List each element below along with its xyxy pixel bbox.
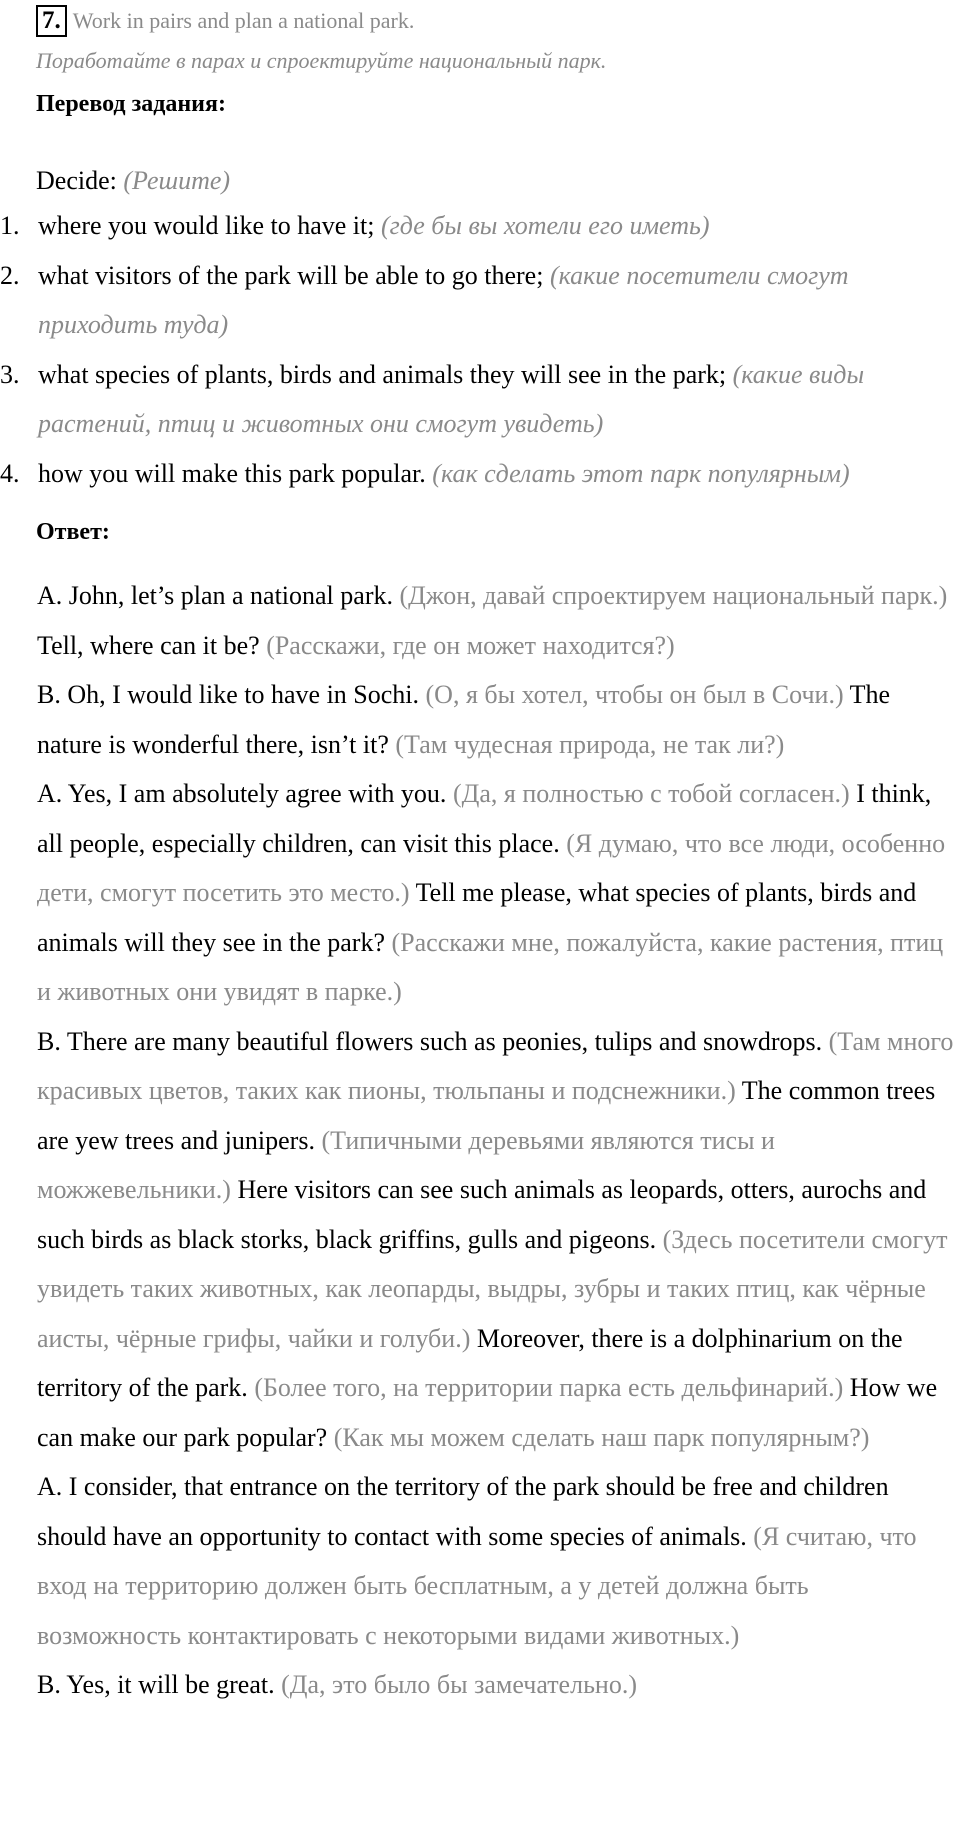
item-translation: (какие посетители смогут приходить туда) <box>38 260 849 339</box>
dialogue-paragraph <box>37 1017 959 1463</box>
dialogue-translation: (Я думаю, что все люди, особенно дети, смогут посетить это место.) <box>37 828 946 907</box>
dialogue-translation: (Расскажи, где он может находится?) <box>266 630 675 660</box>
decide-translation: (Решите) <box>123 166 231 195</box>
item-translation: (как сделать этот парк популярным) <box>432 458 850 488</box>
translation-heading: Перевод задания: <box>36 91 226 117</box>
dialogue-text: A. I consider, that entrance on the territory of the park should be free and children should have an opportunity to contact with some species of animals. <box>37 1472 889 1551</box>
dialogue-text: B. Yes, it will be great. <box>37 1670 282 1699</box>
dialogue-text: Tell, where can it be? <box>37 630 267 660</box>
task-translation: Поработайте в парах и спроектируйте национальный парк. <box>36 48 607 73</box>
dialogue-translation: (Там чудесная природа, не так ли?) <box>395 729 785 759</box>
dialogue-text: The nature is wonderful there, isn’t it? <box>37 680 891 759</box>
list-item <box>0 350 945 449</box>
dialogue-text: The common trees are yew trees and junipers. <box>37 1076 936 1155</box>
dialogue-text: How we can make our park popular? <box>37 1373 938 1452</box>
task-list <box>0 201 945 498</box>
dialogue-translation: (О, я бы хотел, чтобы он был в Сочи.) <box>425 680 850 709</box>
task-header <box>36 4 414 38</box>
dialogue-text: Moreover, there is a dolphinarium on the territory of the park. <box>37 1323 903 1402</box>
answer-heading: Ответ: <box>36 519 110 545</box>
decide-label: Decide: <box>36 166 117 195</box>
list-item <box>0 251 945 350</box>
answer-dialogue <box>37 571 959 1710</box>
dialogue-paragraph <box>37 571 959 670</box>
dialogue-translation: (Я считаю, что вход на территорию должен быть бесплатным, а у детей должна быть возможность контактировать с некоторыми видами животных.) <box>37 1521 917 1650</box>
task-number: 7. <box>36 5 67 37</box>
item-number: 1. <box>0 211 20 240</box>
dialogue-translation: (Как мы можем сделать наш парк популярным?) <box>333 1422 870 1452</box>
dialogue-translation: (Здесь посетители смогут увидеть таких животных, как леопарды, выдры, зубры и таких птиц, как чёрные аисты, чёрные грифы, чайки и голуби.) <box>37 1224 948 1353</box>
item-number: 2. <box>0 260 20 290</box>
list-item <box>0 201 945 251</box>
task-title: Work in pairs and plan a national park. <box>72 8 415 33</box>
item-text: what visitors of the park will be able to go there; <box>38 260 544 290</box>
dialogue-translation: (Джон, давай спроектируем национальный парк.) <box>399 581 948 610</box>
item-text: where you would like to have it; <box>38 211 375 240</box>
dialogue-translation: (Там много красивых цветов, таких как пионы, тюльпаны и подснежники.) <box>37 1026 954 1105</box>
list-item <box>0 449 945 499</box>
dialogue-paragraph <box>37 769 959 1017</box>
decide-line <box>36 166 230 196</box>
item-text: what species of plants, birds and animals they will see in the park; <box>38 359 727 389</box>
dialogue-text: A. Yes, I am absolutely agree with you. <box>37 779 453 808</box>
dialogue-translation: (Расскажи мне, пожалуйста, какие растения, птиц и животных они увидят в парке.) <box>37 927 944 1006</box>
dialogue-text: B. Oh, I would like to have in Sochi. <box>37 680 426 709</box>
dialogue-text: Here visitors can see such animals as leopards, otters, aurochs and such birds as black storks, black griffins, gulls and pigeons. <box>37 1175 927 1254</box>
dialogue-paragraph <box>37 1660 959 1710</box>
dialogue-translation: (Более того, на территории парка есть дельфинарий.) <box>254 1373 850 1402</box>
item-number: 3. <box>0 359 20 389</box>
dialogue-text: A. John, let’s plan a national park. <box>37 581 400 610</box>
item-translation: (какие виды растений, птиц и животных они смогут увидеть) <box>38 359 865 438</box>
item-text: how you will make this park popular. <box>38 458 426 488</box>
item-translation: (где бы вы хотели его иметь) <box>380 211 710 240</box>
dialogue-paragraph <box>37 670 959 769</box>
dialogue-text: I think, all people, especially children, can visit this place. <box>37 779 932 858</box>
dialogue-text: Tell me please, what species of plants, birds and animals will they see in the park? <box>37 878 917 957</box>
dialogue-text: B. There are many beautiful flowers such as peonies, tulips and snowdrops. <box>37 1026 829 1056</box>
dialogue-translation: (Да, это было бы замечательно.) <box>281 1670 637 1699</box>
dialogue-paragraph <box>37 1462 959 1660</box>
dialogue-translation: (Типичными деревьями являются тисы и можжевельники.) <box>37 1125 775 1204</box>
item-number: 4. <box>0 458 20 488</box>
dialogue-translation: (Да, я полностью с тобой согласен.) <box>452 779 857 808</box>
